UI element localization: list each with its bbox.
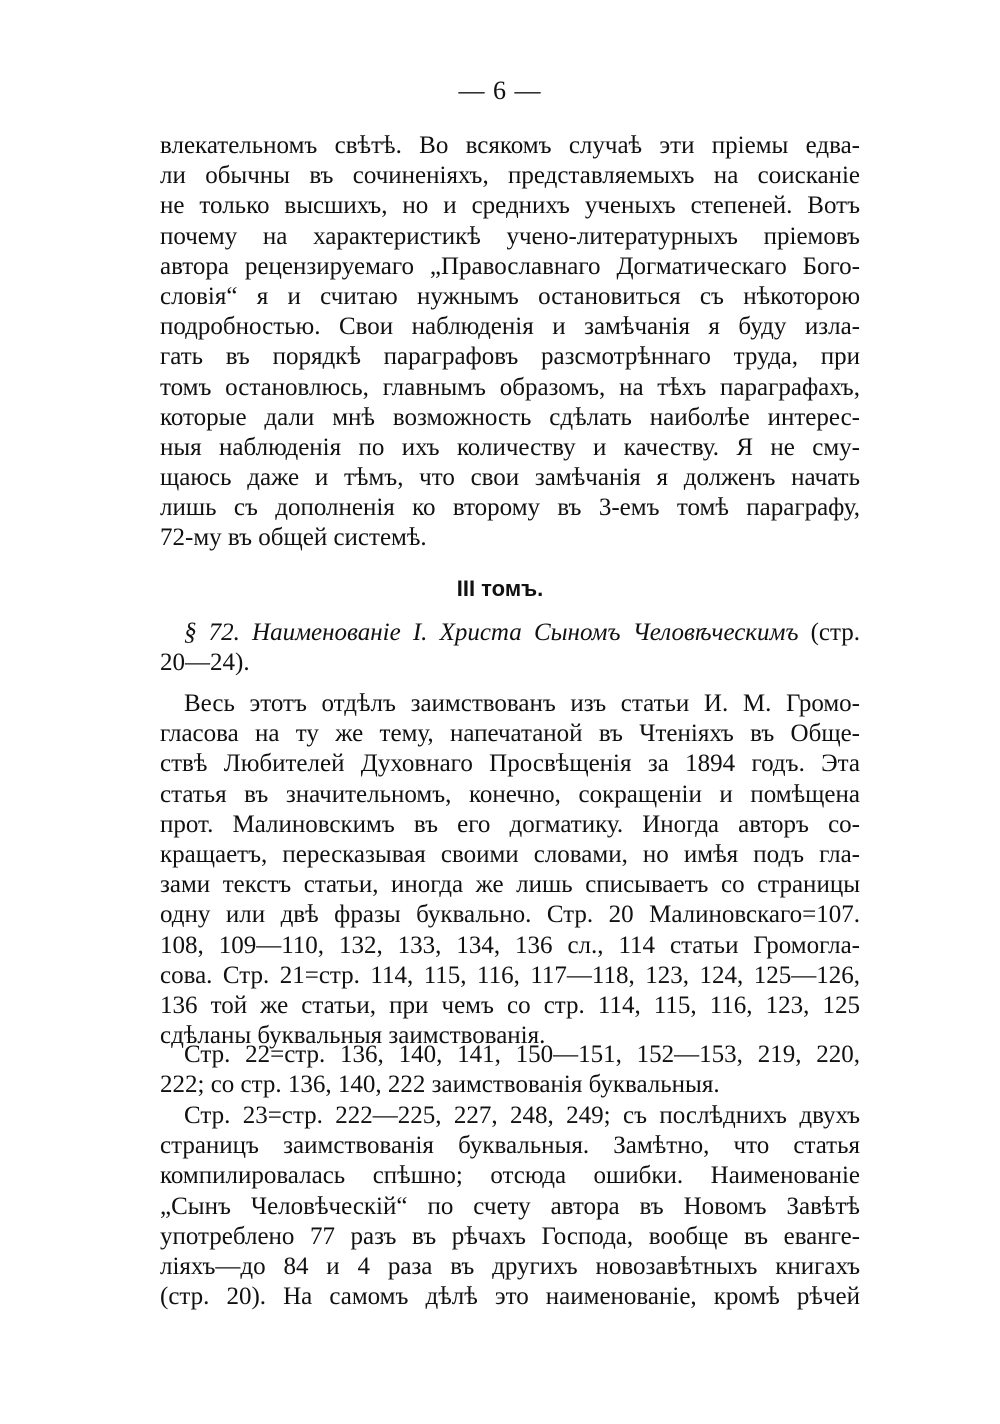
paragraph-line: лишь съ дополненія ко второму въ 3-емъ томѣ параграфу, [160,494,860,522]
paragraph-line: зами текстъ статьи, иногда же лишь списываетъ со страницы [160,871,860,899]
paragraph-line: прот. Малиновскимъ въ его догматику. Иногда авторъ со- [160,810,860,838]
paragraph-4 [160,1101,860,1312]
page-number: — 6 — [458,76,542,105]
paragraph-line: Стр. 23=стр. 222—225, 227, 248, 249; съ послѣднихъ двухъ [184,1102,860,1129]
paragraph-line: которые дали мнѣ возможность сдѣлать наиболѣе интерес- [160,403,860,431]
subsection-heading-line [160,618,860,648]
paragraph-line: 136 той же статьи, при чемъ со стр. 114, 115, 116, 123, 125 [160,991,860,1019]
paragraph-line: статья въ значительномъ, конечно, сокращеніи и помѣщена [160,780,860,808]
paragraph-line: 72-му въ общей системѣ. [160,524,427,552]
paragraph-line: сова. Стр. 21=стр. 114, 115, 116, 117—118, 123, 124, 125—126, [160,961,860,989]
paragraph-line: употреблено 77 разъ въ рѣчахъ Господа, вообще въ еванге- [160,1222,860,1250]
paragraph-line: автора рецензируемаго „Православнаго Догматическаго Бого- [160,252,860,280]
paragraph-line: ли обычны въ сочиненіяхъ, представляемыхъ на соисканіе [160,162,860,190]
paragraph-line: ныя наблюденія по ихъ количеству и качеству. Я не сму- [160,433,860,461]
paragraph-line: гласова на ту же тему, напечатаной въ Чтеніяхъ въ Обще- [160,720,860,748]
paragraph-line: страницъ заимствованія буквальныя. Замѣтно, что статья [160,1132,860,1160]
paragraph-line: влекательномъ свѣтѣ. Во всякомъ случаѣ эти пріемы едва- [160,132,860,159]
paragraph-line: одну или двѣ фразы буквально. Стр. 20 Малиновскаго=107. [160,901,860,929]
paragraph-line: сдѣланы буквальныя заимствованія. [160,1022,546,1050]
paragraph-line: щаюсь даже и тѣмъ, что свои замѣчанія я долженъ начать [160,464,860,492]
paragraph-line: „Сынъ Человѣческій“ по счету автора въ Новомъ Завѣтѣ [160,1192,860,1220]
paragraph-line: ліяхъ—до 84 и 4 раза въ другихъ новозавѣтныхъ книгахъ [160,1252,860,1280]
paragraph-line: словія“ я и считаю нужнымъ остановиться съ нѣкоторою [160,282,860,310]
paragraph-line: Весь этотъ отдѣлъ заимствованъ изъ статьи И. М. Громо- [184,690,860,717]
subsection-heading-title: § 72. Наименованіе І. Христа Сыномъ Человѣческимъ [184,619,799,646]
subsection-heading-line: 20—24). [160,649,250,677]
paragraph-line: не только высшихъ, но и среднихъ ученыхъ степеней. Вотъ [160,192,860,220]
paragraph-line: компилировалась спѣшно; отсюда ошибки. Наименованіе [160,1162,860,1190]
paragraph-2 [160,689,860,1051]
paragraph-line: ствѣ Любителей Духовнаго Просвѣщенія за 1894 годъ. Эта [160,750,860,778]
paragraph-3 [160,1040,860,1100]
subsection-heading-pages: (стр. [810,619,860,646]
paragraph-line: томъ остановлюсь, главнымъ образомъ, на тѣхъ параграфахъ, [160,373,860,401]
paragraph-line: гать въ порядкѣ параграфовъ разсмотрѣннаго труда, при [160,343,860,371]
paragraph-line: подробностью. Свои наблюденія и замѣчанія я буду изла- [160,313,860,341]
paragraph-line: почему на характеристикѣ учено-литературныхъ пріемовъ [160,222,860,250]
paragraph-1 [160,131,860,554]
section-title: III томъ. [456,576,544,601]
paragraph-line: Стр. 22=стр. 136, 140, 141, 150—151, 152—153, 219, 220, [184,1041,860,1068]
paragraph-line: 108, 109—110, 132, 133, 134, 136 сл., 114 статьи Громогла- [160,931,860,959]
paragraph-line: (стр. 20). На самомъ дѣлѣ это наименованіе, кромѣ рѣчей [160,1283,860,1311]
subsection-heading [160,618,860,678]
paragraph-line: 222; со стр. 136, 140, 222 заимствованія буквальныя. [160,1071,720,1099]
paragraph-line: кращаетъ, пересказывая своими словами, но имѣя подъ гла- [160,840,860,868]
